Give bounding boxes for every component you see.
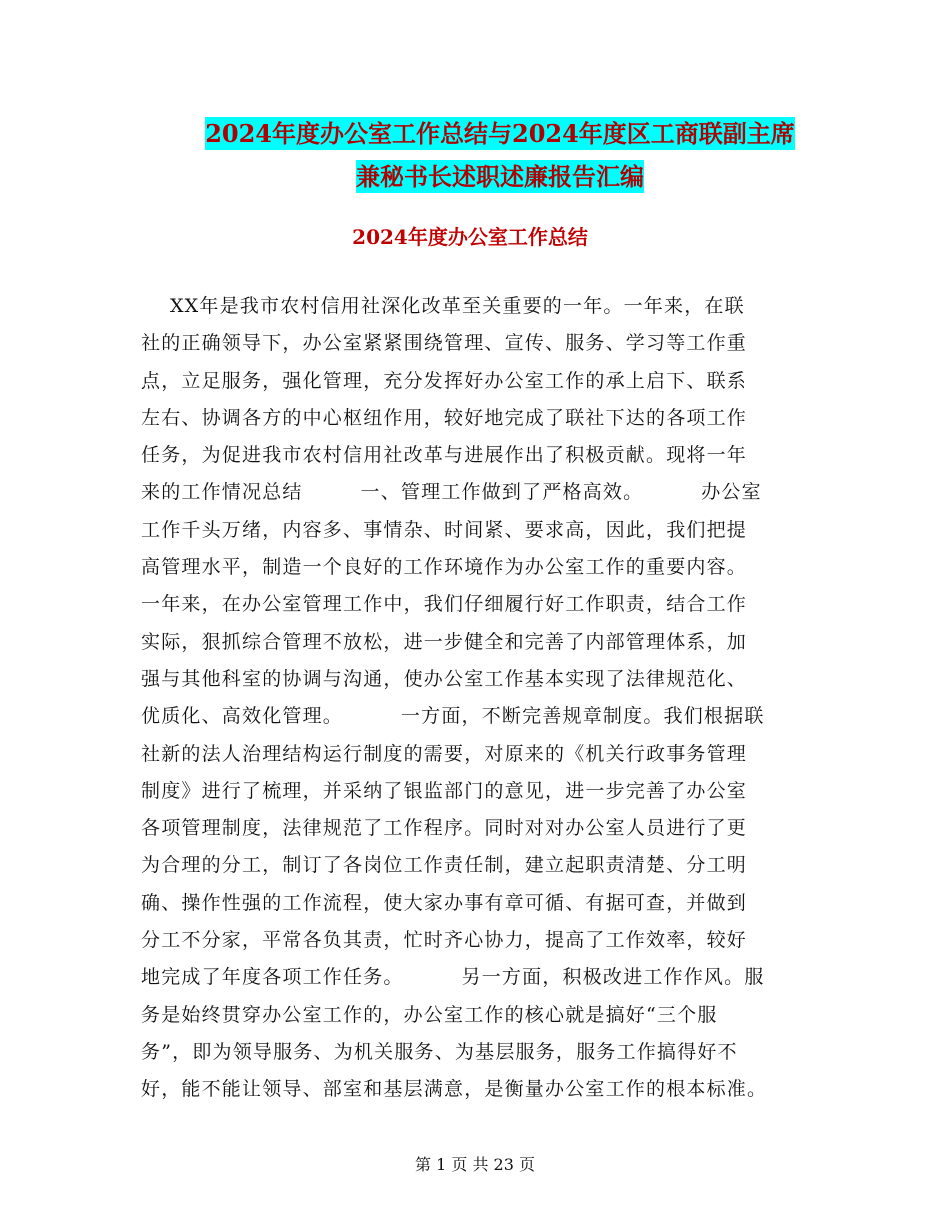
body-line: 务是始终贯穿办公室工作的，办公室工作的核心就是搞好“三个服 <box>141 1003 718 1026</box>
document-title-line-1: 2024年度办公室工作总结与2024年度区工商联副主席 <box>205 119 795 148</box>
body-text <box>141 288 809 1109</box>
body-line: 制度》进行了梳理，并采纳了银监部门的意见，进一步完善了办公室 <box>141 779 748 802</box>
document-title-line-2: 兼秘书长述职述廉报告汇编 <box>356 162 644 191</box>
body-line: 地完成了年度各项工作任务。 另一方面，积极改进工作作风。服 <box>141 966 765 989</box>
document-title <box>140 112 860 198</box>
body-line: 高管理水平，制造一个良好的工作环境作为办公室工作的重要内容。 <box>141 556 748 579</box>
body-line: 各项管理制度，法律规范了工作程序。同时对对办公室人员进行了更 <box>141 817 748 840</box>
body-line: 来的工作情况总结 一、管理工作做到了严格高效。 办公室 <box>141 481 762 504</box>
body-line: 任务，为促进我市农村信用社改革与进展作出了积极贡献。现将一年 <box>141 444 748 467</box>
body-line: 社新的法人治理结构运行制度的需要，对原来的《机关行政事务管理 <box>141 742 748 765</box>
body-line: 优质化、高效化管理。 一方面，不断完善规章制度。我们根据联 <box>141 705 765 728</box>
body-line: 实际，狠抓综合管理不放松，进一步健全和完善了内部管理体系，加 <box>141 630 748 653</box>
section-title: 2024年度办公室工作总结 <box>352 225 588 249</box>
body-line: 工作千头万绪，内容多、事情杂、时间紧、要求高，因此，我们把提 <box>141 518 748 541</box>
body-line: 确、操作性强的工作流程，使大家办事有章可循、有据可查，并做到 <box>141 891 748 914</box>
body-line: 为合理的分工，制订了各岗位工作责任制，建立起职责清楚、分工明 <box>141 854 748 877</box>
body-line: 好，能不能让领导、部室和基层满意，是衡量办公室工作的根本标准。 <box>141 1078 768 1101</box>
body-line: 社的正确领导下，办公室紧紧围绕管理、宣传、服务、学习等工作重 <box>141 332 748 355</box>
body-line: XX年是我市农村信用社深化改革至关重要的一年。一年来，在联 <box>141 295 745 317</box>
body-line: 强与其他科室的协调与沟通，使办公室工作基本实现了法律规范化、 <box>141 667 748 690</box>
body-line: 分工不分家，平常各负其责，忙时齐心协力，提高了工作效率，较好 <box>141 929 748 952</box>
page-footer: 第 1 页 共 23 页 <box>415 1155 535 1174</box>
body-line: 务”，即为领导服务、为机关服务、为基层服务，服务工作搞得好不 <box>141 1040 738 1063</box>
body-line: 左右、协调各方的中心枢纽作用，较好地完成了联社下达的各项工作 <box>141 406 748 429</box>
body-line: 点，立足服务，强化管理，充分发挥好办公室工作的承上启下、联系 <box>141 369 748 392</box>
body-line: 一年来，在办公室管理工作中，我们仔细履行好工作职责，结合工作 <box>141 593 748 616</box>
